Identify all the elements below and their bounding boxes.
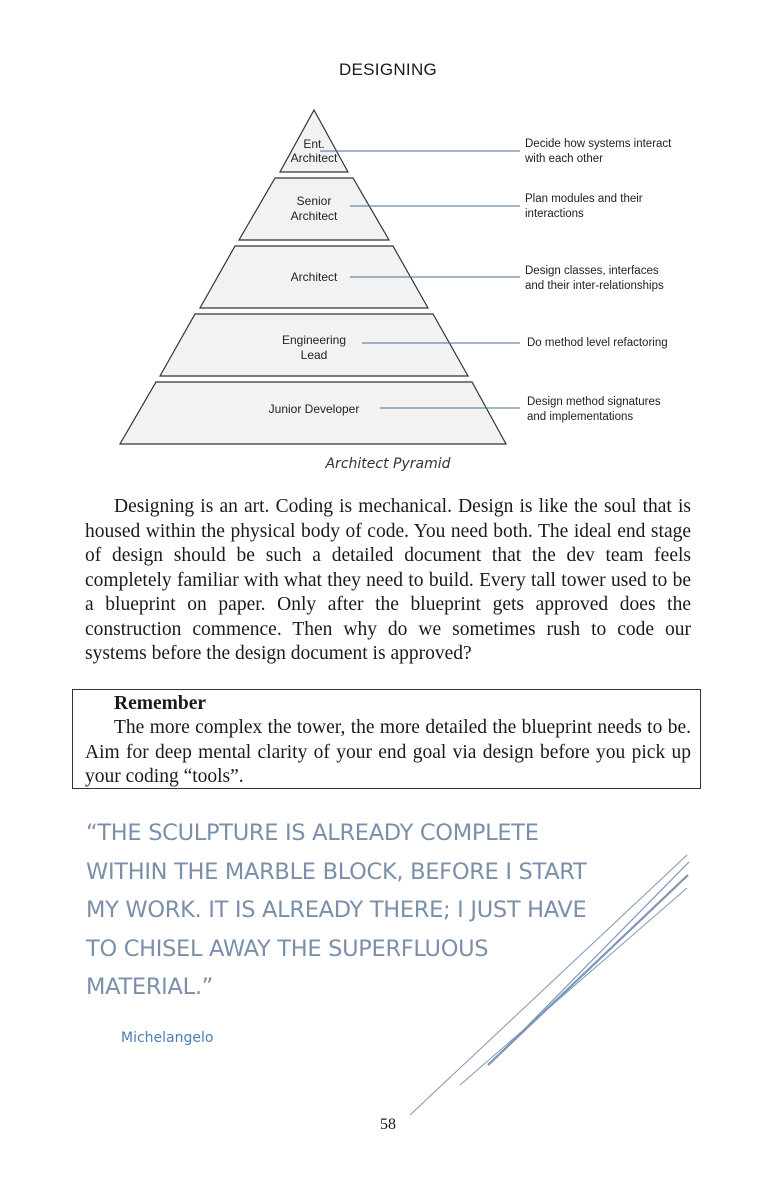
pyramid-role-label: Architect [290, 151, 338, 165]
remember-callout-title: Remember [114, 693, 207, 714]
remember-callout-text: The more complex the tower, the more detailed the blueprint needs to be. Aim for deep mental clarity of your end goal via design before you pick up your coding “tools”. [85, 717, 691, 787]
pyramid-tier-5 [120, 382, 661, 444]
pyramid-description: and their inter-relationships [525, 280, 664, 292]
pyramid-role-label: Architect [290, 270, 338, 284]
figure-caption: Architect Pyramid [325, 456, 451, 472]
pyramid-description: with each other [525, 153, 603, 165]
pyramid-role-label: Architect [290, 209, 338, 223]
pyramid-tier-3 [200, 246, 664, 308]
pyramid-description: and implementations [527, 411, 634, 423]
pyramid-description: interactions [525, 208, 584, 220]
pyramid-description: Design classes, interfaces [525, 265, 659, 277]
pyramid-description: Plan modules and their [525, 193, 643, 205]
pyramid-role-label: Ent. [303, 137, 325, 151]
decorative-line [488, 875, 688, 1065]
pyramid-tier-1 [280, 110, 672, 172]
decorative-line [410, 855, 687, 1115]
pyramid-description: Decide how systems interact [525, 138, 672, 150]
pyramid-role-label: Lead [300, 348, 328, 362]
pyramid-role-label: Junior Developer [268, 402, 360, 416]
pyramid-tier-2 [239, 178, 643, 240]
decorative-diagonal-lines [400, 850, 700, 1120]
pyramid-description: Do method level refactoring [527, 337, 668, 349]
body-paragraph: Designing is an art. Coding is mechanical. Design is like the soul that is housed within the physical body of code. You need both. The ideal end stage of design should be such a detailed document that the dev team feels completely familiar with what they need to build. Every tall tower used to be a blueprint on paper. Only after the blueprint gets approved does the construction commence. Then why do we sometimes rush to code our systems before the design document is approved? [85, 496, 691, 664]
pyramid-description: Design method signatures [527, 396, 661, 408]
pyramid-role-label: Engineering [281, 333, 347, 347]
pyramid-role-label: Senior [296, 194, 332, 208]
architect-pyramid-diagram [100, 100, 700, 450]
decorative-line [460, 888, 687, 1085]
quote-author: Michelangelo [121, 1030, 214, 1046]
page-number: 58 [380, 1116, 396, 1133]
pull-quote: “THE SCULPTURE IS ALREADY COMPLETE WITHIN THE MARBLE BLOCK, BEFORE I START MY WORK. IT IS ALREADY THERE; I JUST HAVE TO CHISEL AWAY THE SUPERFLUOUS MATERIAL.” [86, 820, 587, 1000]
pyramid-tier-4 [160, 314, 668, 376]
running-header: DESIGNING [338, 60, 438, 79]
